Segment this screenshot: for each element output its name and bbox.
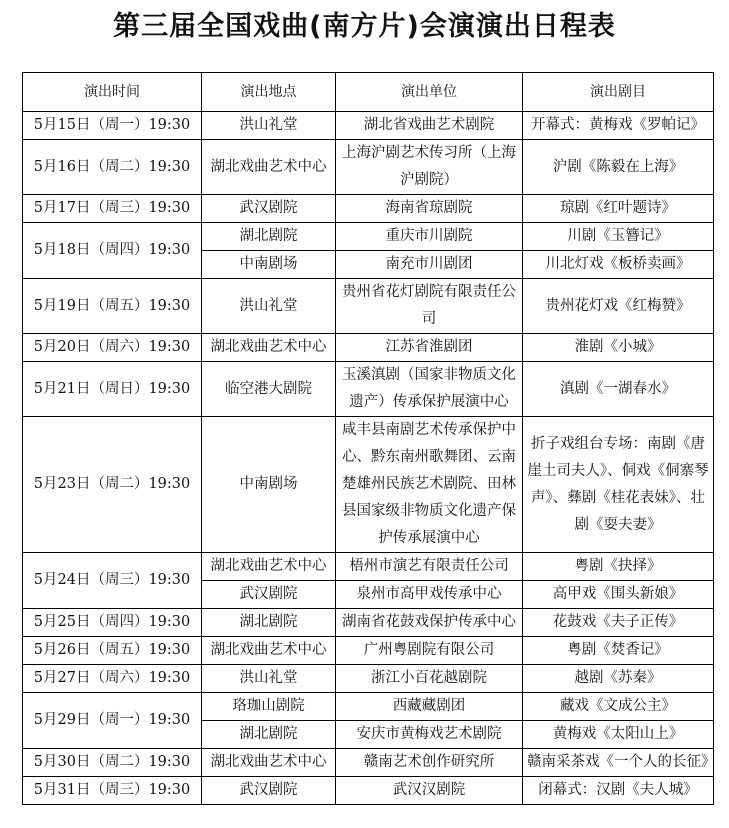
date-cell: 5月25日（周四）19:30 xyxy=(23,609,202,637)
header-play: 演出剧目 xyxy=(523,73,714,112)
play-cell: 花鼓戏《夫子正传》 xyxy=(523,609,714,637)
play-cell: 黄梅戏《太阳山上》 xyxy=(523,721,714,749)
date-cell: 5月27日（周六）19:30 xyxy=(23,665,202,693)
table-row xyxy=(23,665,714,693)
table-row xyxy=(23,112,714,140)
page-title: 第三届全国戏曲(南方片)会演演出日程表 xyxy=(113,11,616,42)
play-cell: 高甲戏《围头新娘》 xyxy=(523,581,714,609)
venue-cell: 湖北戏曲艺术中心 xyxy=(202,334,336,362)
table-row xyxy=(23,279,714,334)
date-cell: 5月26日（周五）19:30 xyxy=(23,637,202,665)
venue-cell: 武汉剧院 xyxy=(202,777,336,805)
table-row xyxy=(23,749,714,777)
troupe-cell: 海南省琼剧院 xyxy=(336,195,523,223)
date-cell: 5月31日（周三）19:30 xyxy=(23,777,202,805)
schedule-body xyxy=(23,112,714,805)
venue-cell: 中南剧场 xyxy=(202,417,336,553)
troupe-cell: 湖北省戏曲艺术剧院 xyxy=(336,112,523,140)
table-row xyxy=(23,417,714,553)
date-cell: 5月24日（周三）19:30 xyxy=(23,553,202,609)
header-time: 演出时间 xyxy=(23,73,202,112)
date-cell: 5月20日（周六）19:30 xyxy=(23,334,202,362)
troupe-cell: 梧州市演艺有限责任公司 xyxy=(336,553,523,581)
date-cell: 5月29日（周一）19:30 xyxy=(23,693,202,749)
play-cell: 川北灯戏《板桥卖画》 xyxy=(523,251,714,279)
schedule-table xyxy=(22,72,714,805)
troupe-cell: 咸丰县南剧艺术传承保护中心、黔东南州歌舞团、云南楚雄州民族艺术剧院、田林县国家级非物质文化遗产保护传承展演中心 xyxy=(336,417,523,553)
venue-cell: 武汉剧院 xyxy=(202,581,336,609)
venue-cell: 珞珈山剧院 xyxy=(202,693,336,721)
table-row xyxy=(23,362,714,417)
troupe-cell: 玉溪滇剧（国家非物质文化遗产）传承保护展演中心 xyxy=(336,362,523,417)
troupe-cell: 贵州省花灯剧院有限责任公司 xyxy=(336,279,523,334)
play-cell: 折子戏组台专场：南剧《唐崖土司夫人》、侗戏《侗寨琴声》、彝剧《桂花表妹》、壮剧《耍夫妻》 xyxy=(523,417,714,553)
venue-cell: 湖北戏曲艺术中心 xyxy=(202,749,336,777)
table-row xyxy=(23,637,714,665)
troupe-cell: 湖南省花鼓戏保护传承中心 xyxy=(336,609,523,637)
table-row xyxy=(23,334,714,362)
date-cell: 5月18日（周四）19:30 xyxy=(23,223,202,279)
venue-cell: 湖北剧院 xyxy=(202,609,336,637)
play-cell: 越剧《苏秦》 xyxy=(523,665,714,693)
table-row xyxy=(23,553,714,581)
play-cell: 淮剧《小城》 xyxy=(523,334,714,362)
play-cell: 川剧《玉簪记》 xyxy=(523,223,714,251)
troupe-cell: 上海沪剧艺术传习所（上海沪剧院） xyxy=(336,140,523,195)
venue-cell: 湖北剧院 xyxy=(202,721,336,749)
venue-cell: 武汉剧院 xyxy=(202,195,336,223)
play-cell: 贵州花灯戏《红梅赞》 xyxy=(523,279,714,334)
play-cell: 滇剧《一湖春水》 xyxy=(523,362,714,417)
play-cell: 粤剧《抉择》 xyxy=(523,553,714,581)
table-row xyxy=(23,693,714,721)
play-cell: 粤剧《焚香记》 xyxy=(523,637,714,665)
play-cell: 藏戏《文成公主》 xyxy=(523,693,714,721)
troupe-cell: 泉州市高甲戏传承中心 xyxy=(336,581,523,609)
table-row xyxy=(23,140,714,195)
troupe-cell: 武汉汉剧院 xyxy=(336,777,523,805)
date-cell: 5月30日（周二）19:30 xyxy=(23,749,202,777)
venue-cell: 洪山礼堂 xyxy=(202,279,336,334)
table-row xyxy=(23,609,714,637)
play-cell: 琼剧《红叶题诗》 xyxy=(523,195,714,223)
venue-cell: 洪山礼堂 xyxy=(202,112,336,140)
table-header-row xyxy=(23,73,714,112)
troupe-cell: 江苏省淮剧团 xyxy=(336,334,523,362)
venue-cell: 洪山礼堂 xyxy=(202,665,336,693)
troupe-cell: 广州粤剧院有限公司 xyxy=(336,637,523,665)
venue-cell: 中南剧场 xyxy=(202,251,336,279)
troupe-cell: 安庆市黄梅戏艺术剧院 xyxy=(336,721,523,749)
troupe-cell: 赣南艺术创作研究所 xyxy=(336,749,523,777)
play-cell: 开幕式：黄梅戏《罗帕记》 xyxy=(523,112,714,140)
venue-cell: 湖北戏曲艺术中心 xyxy=(202,140,336,195)
troupe-cell: 重庆市川剧院 xyxy=(336,223,523,251)
date-cell: 5月21日（周日）19:30 xyxy=(23,362,202,417)
date-cell: 5月16日（周二）19:30 xyxy=(23,140,202,195)
date-cell: 5月15日（周一）19:30 xyxy=(23,112,202,140)
troupe-cell: 南充市川剧团 xyxy=(336,251,523,279)
date-cell: 5月23日（周二）19:30 xyxy=(23,417,202,553)
play-cell: 沪剧《陈毅在上海》 xyxy=(523,140,714,195)
venue-cell: 湖北剧院 xyxy=(202,223,336,251)
troupe-cell: 浙江小百花越剧院 xyxy=(336,665,523,693)
venue-cell: 临空港大剧院 xyxy=(202,362,336,417)
date-cell: 5月19日（周五）19:30 xyxy=(23,279,202,334)
date-cell: 5月17日（周三）19:30 xyxy=(23,195,202,223)
table-row xyxy=(23,777,714,805)
troupe-cell: 西藏藏剧团 xyxy=(336,693,523,721)
venue-cell: 湖北戏曲艺术中心 xyxy=(202,637,336,665)
header-troupe: 演出单位 xyxy=(336,73,523,112)
play-cell: 闭幕式：汉剧《夫人城》 xyxy=(523,777,714,805)
table-row xyxy=(23,223,714,251)
play-cell: 赣南采茶戏《一个人的长征》 xyxy=(523,749,714,777)
header-venue: 演出地点 xyxy=(202,73,336,112)
venue-cell: 湖北戏曲艺术中心 xyxy=(202,553,336,581)
table-row xyxy=(23,195,714,223)
